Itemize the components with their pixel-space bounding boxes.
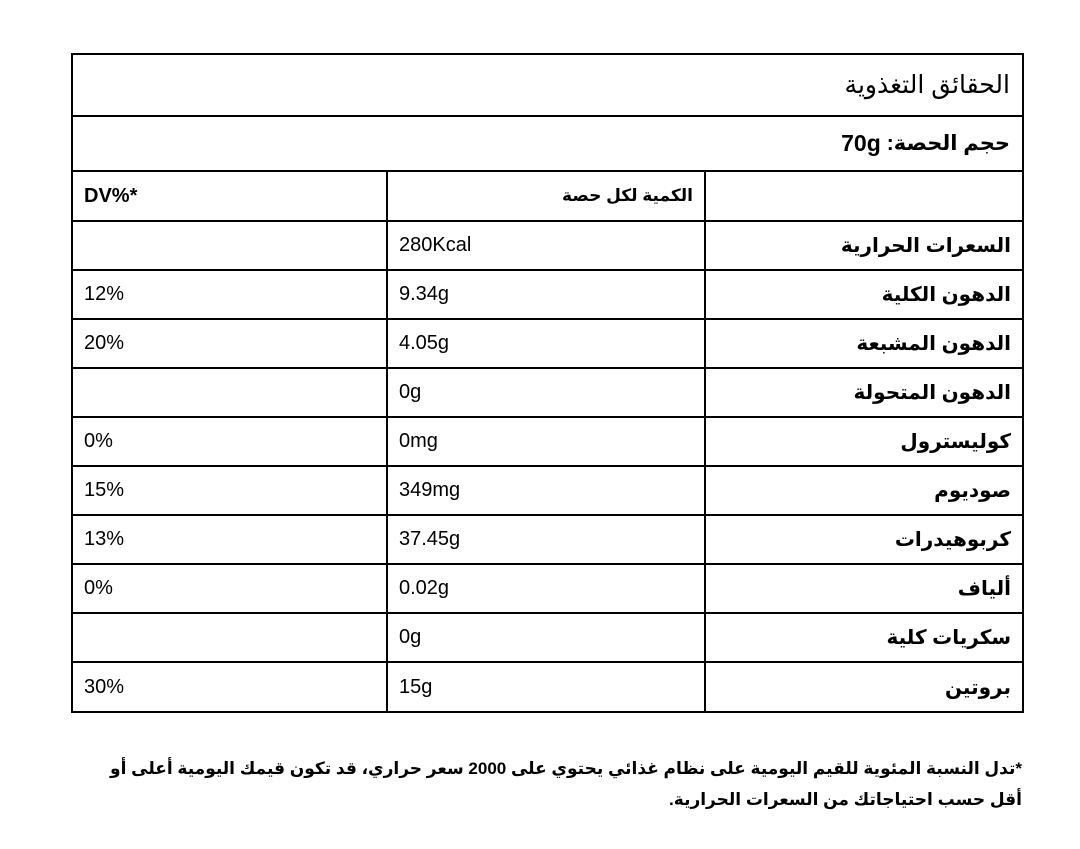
nutrient-amount: 349mg <box>387 466 705 515</box>
nutrition-table <box>73 172 1022 711</box>
nutrition-facts-label <box>71 53 1024 713</box>
nutrient-dv: 0% <box>73 417 387 466</box>
nutrient-name: الدهون الكلية <box>705 270 1022 319</box>
nutrient-name: السعرات الحرارية <box>705 221 1022 270</box>
table-row <box>73 515 1022 564</box>
nutrient-name: ألياف <box>705 564 1022 613</box>
nutrient-name: الدهون المتحولة <box>705 368 1022 417</box>
serving-size-label: حجم الحصة: <box>886 132 1010 155</box>
nutrient-name: بروتين <box>705 662 1022 711</box>
nutrient-amount: 15g <box>387 662 705 711</box>
nutrient-dv <box>73 613 387 662</box>
table-header-row <box>73 172 1022 221</box>
nutrient-name: كربوهيدرات <box>705 515 1022 564</box>
nutrient-dv: 20% <box>73 319 387 368</box>
table-row <box>73 270 1022 319</box>
nutrient-amount: 37.45g <box>387 515 705 564</box>
nutrient-name: الدهون المشبعة <box>705 319 1022 368</box>
nutrient-dv: 30% <box>84 675 125 698</box>
header-amount: الكمية لكل حصة <box>387 172 705 221</box>
table-row <box>73 662 1022 711</box>
nutrient-dv: 15% <box>73 466 387 515</box>
serving-size-row <box>73 117 1022 172</box>
nutrient-name: كوليسترول <box>705 417 1022 466</box>
nutrient-amount: 280Kcal <box>387 221 705 270</box>
table-row <box>73 319 1022 368</box>
header-daily-value: DV%* <box>73 172 387 221</box>
label-title-text: الحقائق التغذوية <box>844 71 1010 99</box>
table-row <box>73 466 1022 515</box>
table-row <box>73 368 1022 417</box>
table-row <box>73 564 1022 613</box>
nutrient-amount: 0.02g <box>387 564 705 613</box>
nutrient-dv: 13% <box>73 515 387 564</box>
nutrient-dv <box>73 221 387 270</box>
table-row <box>73 221 1022 270</box>
label-title <box>73 55 1022 117</box>
table-row <box>73 613 1022 662</box>
daily-value-footnote: *تدل النسبة المئوية للقيم اليومية على نظام غذائي يحتوي على 2000 سعر حراري، قد تكون قيمك اليومية أعلى أو أقل حسب احتياجاتك من السعرات الحرارية. <box>110 759 1022 809</box>
nutrient-amount: 0g <box>387 613 705 662</box>
nutrient-name: سكريات كلية <box>705 613 1022 662</box>
nutrient-amount: 4.05g <box>387 319 705 368</box>
nutrient-dv <box>73 368 387 417</box>
nutrient-amount: 0mg <box>387 417 705 466</box>
nutrient-dv: 12% <box>73 270 387 319</box>
nutrient-amount: 0g <box>387 368 705 417</box>
nutrient-amount: 9.34g <box>387 270 705 319</box>
header-nutrient <box>705 172 1022 221</box>
nutrient-name: صوديوم <box>705 466 1022 515</box>
table-row <box>73 417 1022 466</box>
serving-size-value: 70g <box>841 130 881 156</box>
nutrient-dv: 0% <box>73 564 387 613</box>
